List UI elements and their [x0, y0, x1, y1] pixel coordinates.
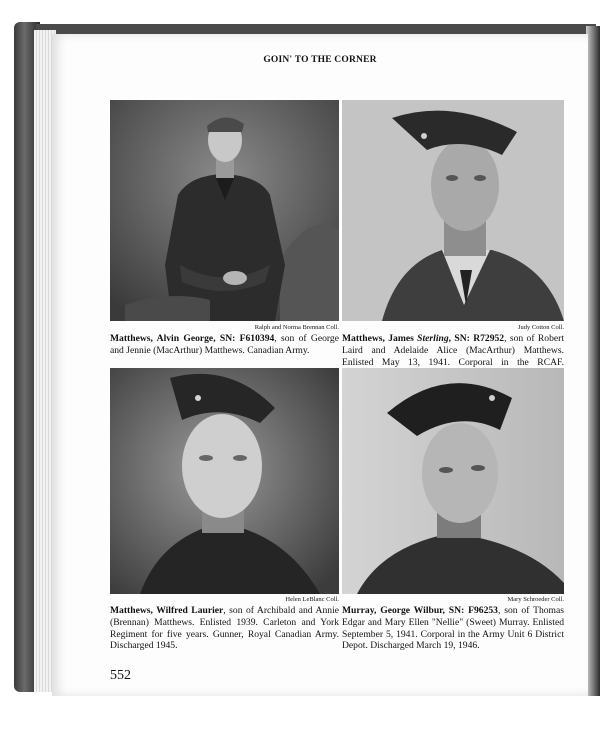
- photo-credit: Helen LeBlanc Coll.: [285, 596, 339, 603]
- photo-credit: Judy Cotton Coll.: [517, 324, 564, 331]
- book-right-edge: [586, 26, 600, 696]
- page-number: 552: [110, 668, 131, 683]
- caption-george-murray: [342, 605, 564, 652]
- caption-wilfred-matthews: [110, 605, 339, 652]
- caption-text: , son of George and Jennie (MacArthur) Matthews. Canadian Army.: [110, 333, 339, 356]
- caption-text: , son of Thomas Edgar and Mary Ellen "Nellie" (Sweet) Murray. Enlisted September 5, 1941. Corporal in the Army Unit 6 District Depot. Discharged March 19, 1946.: [342, 605, 564, 652]
- photo-credit: Ralph and Norma Brennan Coll.: [254, 324, 339, 331]
- caption-text: , son of Robert Laird and Adelaide Alice (MacArthur) Matthews. Enlisted May 13, 1941. Corporal in the RCAF.: [342, 333, 564, 368]
- photo-wilfred-matthews: [110, 368, 339, 594]
- caption-alvin-matthews: [110, 333, 339, 357]
- caption-name: Matthews, Alvin George, SN: F610394: [110, 333, 275, 344]
- photo-alvin-matthews: [110, 100, 339, 321]
- photo-george-murray: [342, 368, 564, 594]
- caption-name: Matthews, Wilfred Laurier: [110, 605, 224, 616]
- running-head: GOIN' TO THE CORNER: [263, 55, 377, 65]
- photo-james-matthews: [342, 100, 564, 321]
- book-page: [52, 34, 588, 696]
- caption-name: Murray, George Wilbur, SN: F96253: [342, 605, 498, 616]
- photo-credit: Mary Schroeder Coll.: [507, 596, 564, 603]
- book-cover-top: [36, 24, 596, 34]
- caption-name: Matthews, James Sterling, SN: R72952: [342, 333, 505, 344]
- caption-text: , son of Archibald and Annie (Brennan) Matthews. Enlisted 1939. Carleton and York Regiment for five years. Gunner, Royal Canadian Army. Discharged 1945.: [110, 605, 339, 652]
